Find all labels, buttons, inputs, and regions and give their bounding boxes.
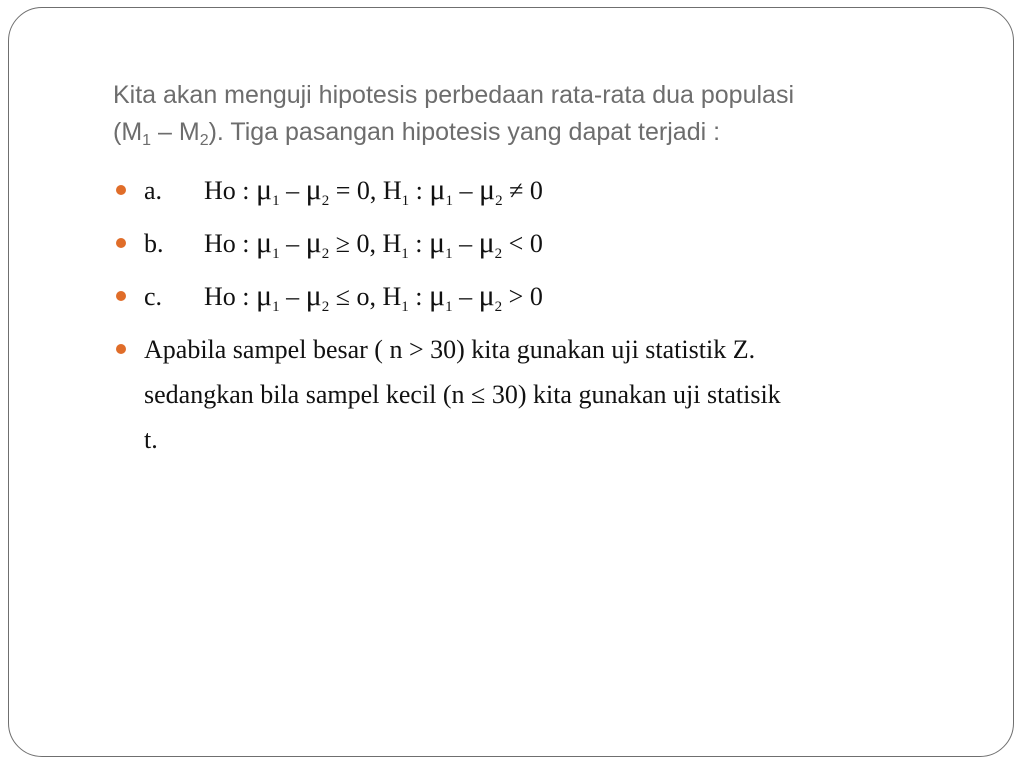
bullet-icon xyxy=(116,238,126,248)
title-line-2: $(M_1 - M_2)$. Tiga pasangan hipotesis yang dapat terjadi : xyxy=(113,118,721,149)
item-label: c. xyxy=(144,282,163,311)
bullet-icon xyxy=(116,291,126,301)
note-line-3: t. xyxy=(144,425,158,454)
note-line-1: Apabila sampel besar ( n > 30) kita gunakan uji statistik Z. xyxy=(144,335,756,364)
hypothesis-item-b: b. Ho : $\mu_1 - \mu_2 \ge 0$, $H_1$ : $\mu_1 - \mu_2 < 0$ xyxy=(116,221,956,266)
bullet-icon xyxy=(116,185,126,195)
test-statistic-note xyxy=(116,327,956,462)
slide-title xyxy=(113,77,953,151)
slide-content xyxy=(116,168,956,470)
note-line-2: sedangkan bila sampel kecil (n ≤ 30) kita gunakan uji statisik xyxy=(144,380,781,409)
item-label: a. xyxy=(144,176,163,205)
bullet-icon xyxy=(116,344,126,354)
title-line-1: Kita akan menguji hipotesis perbedaan rata-rata dua populasi xyxy=(113,81,795,109)
hypothesis-item-c: c. Ho : $\mu_1 - \mu_2 \le o$, $H_1$ : $\mu_1 - \mu_2 > 0$ xyxy=(116,274,956,319)
item-label: b. xyxy=(144,229,164,258)
hypothesis-item-a: a. Ho : $\mu_1 - \mu_2 = 0$, $H_1$ : $\mu_1 - \mu_2 \ne 0$ xyxy=(116,168,956,213)
